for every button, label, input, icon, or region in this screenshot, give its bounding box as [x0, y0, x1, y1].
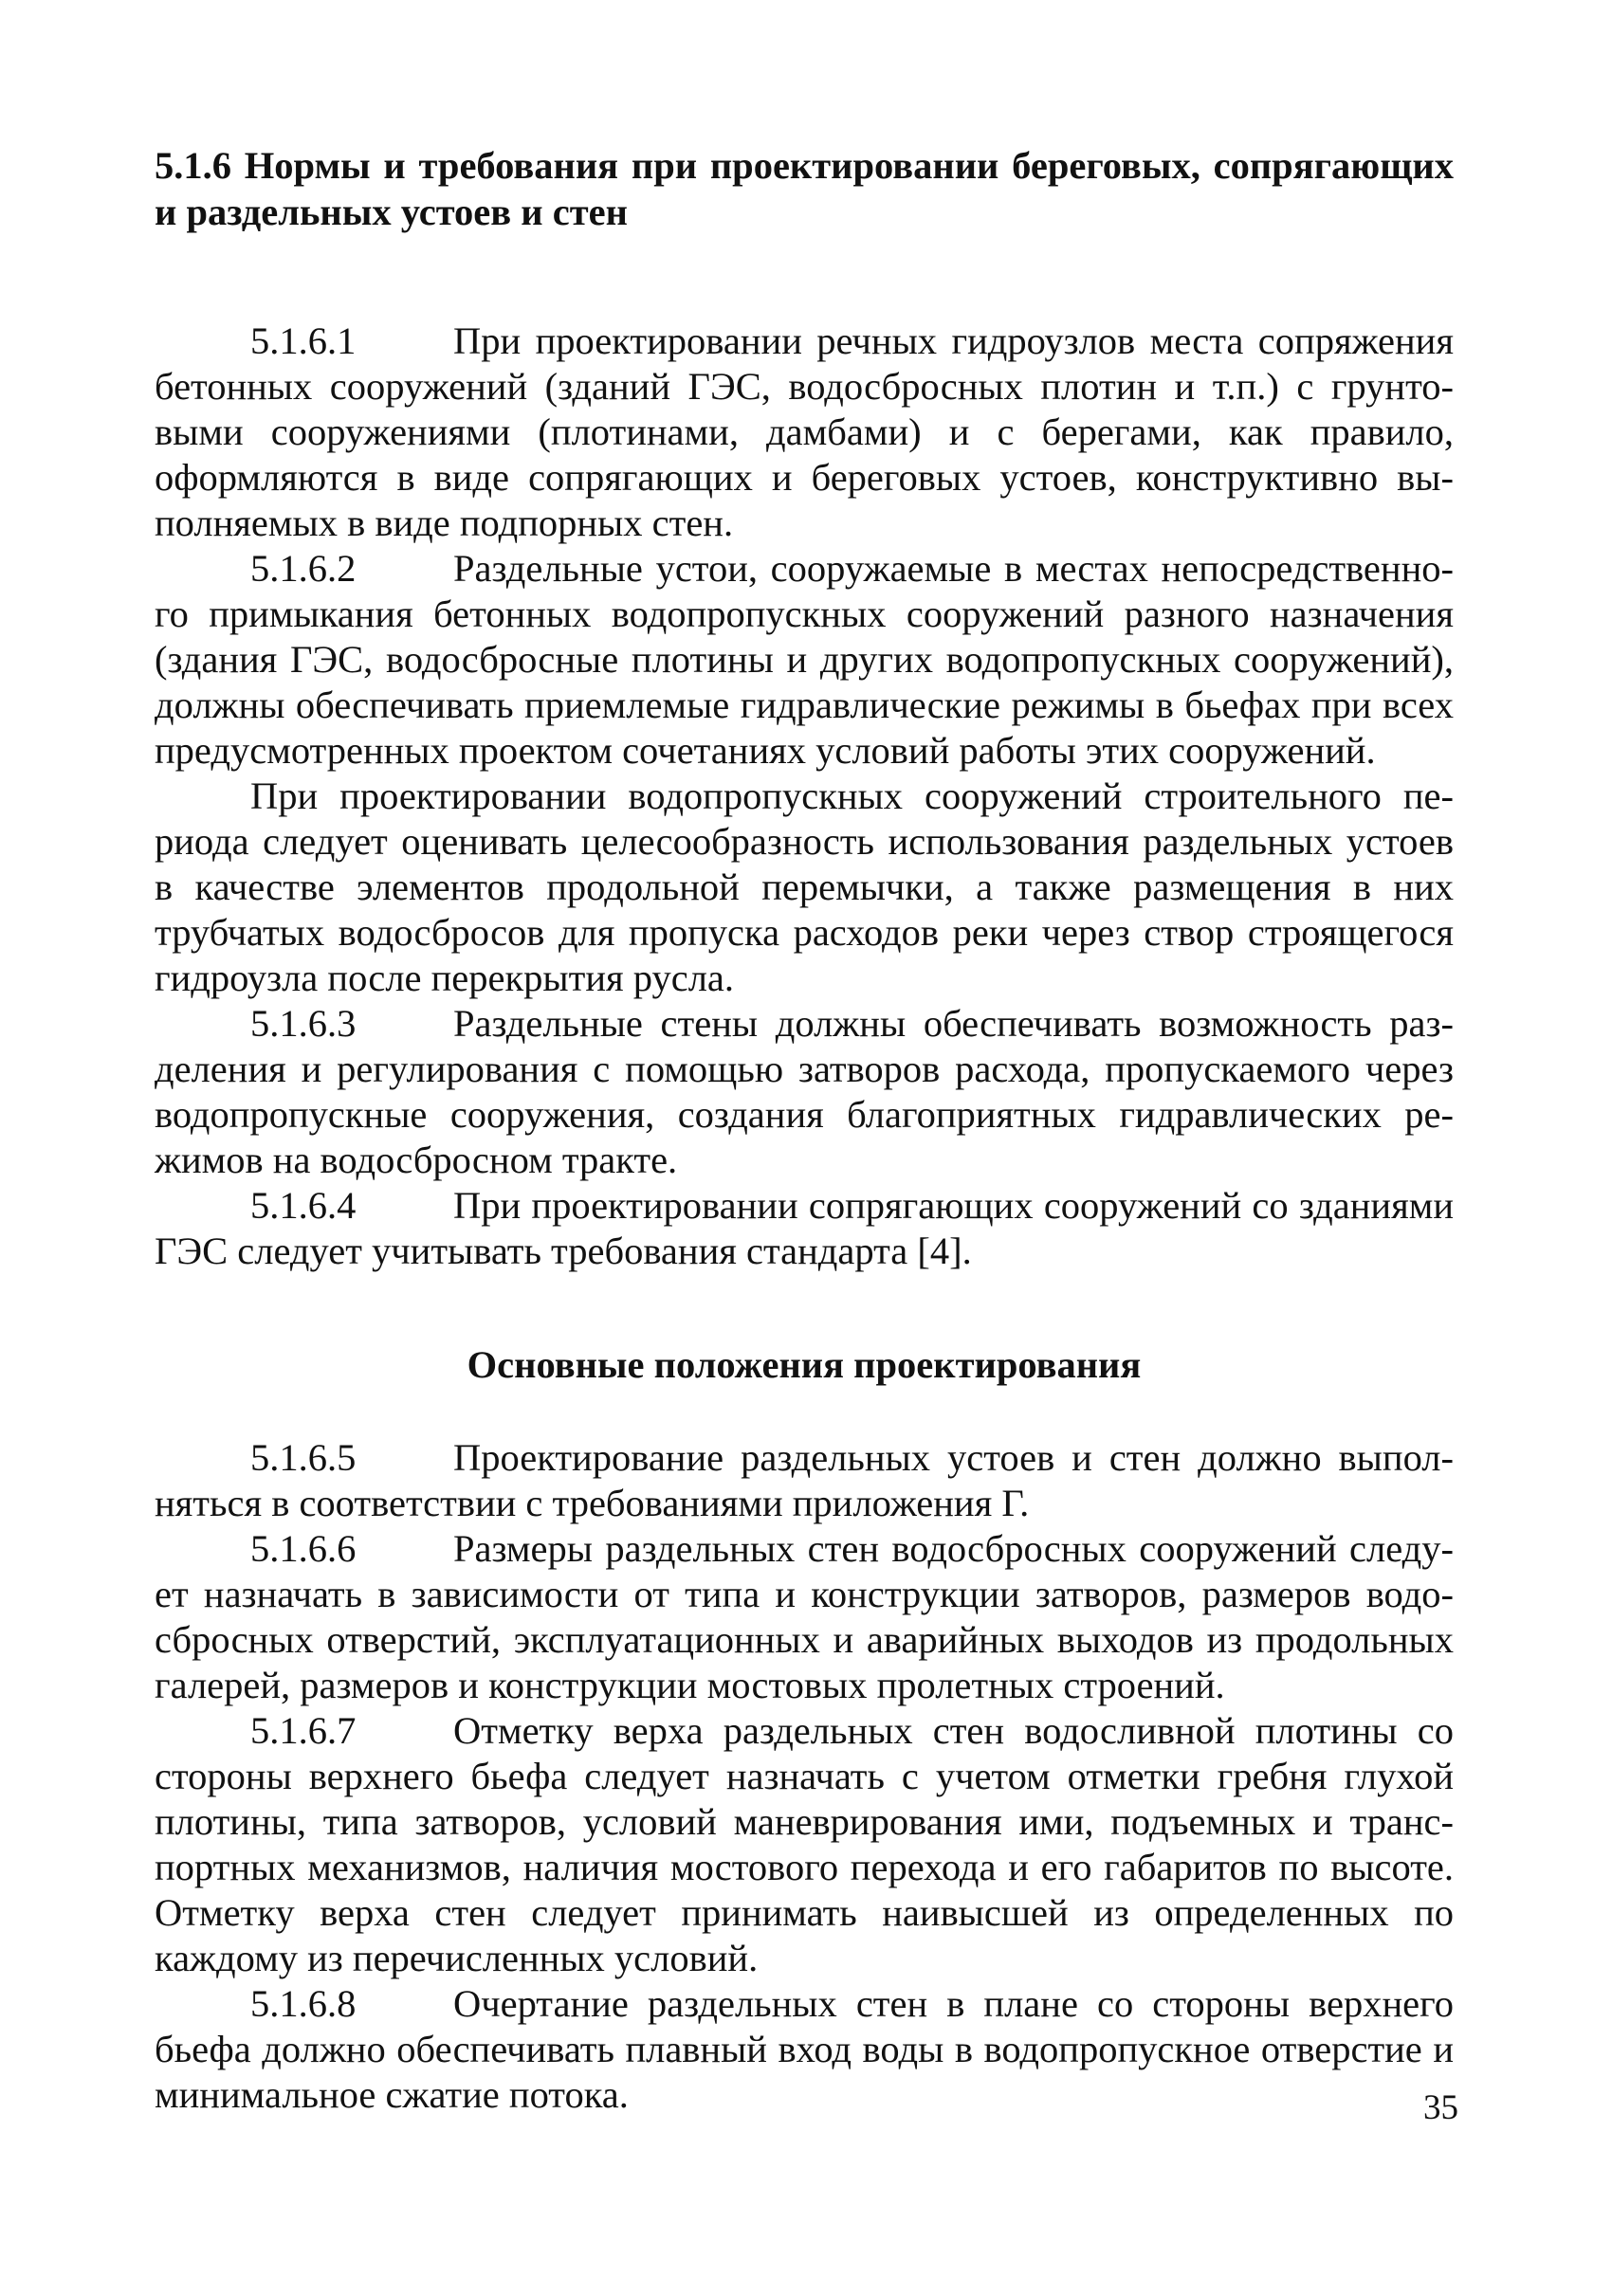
clause-number: 5.1.6.1 [250, 319, 357, 362]
clause-number: 5.1.6.4 [250, 1184, 357, 1227]
clause-5-1-6-4 [155, 1183, 1454, 1274]
clauses-block-2 [155, 1435, 1454, 2118]
subheading-design-principles: Основные положения проектирования [467, 1343, 1142, 1386]
clause-text: При проектировании водопропускных сооружений строительного периода следует оценивать целесообразность использования раздельных устоев в качестве элементов продольной перемычки, а также размещения в них трубчатых водосбросов для пропуска расходов реки через створ строящегося гидроузла после перекрытия русла. [155, 774, 1454, 999]
clauses-block-1 [155, 319, 1454, 1274]
clause-text: Размеры раздельных стен водосбросных сооружений следует назначать в зависимости от типа и конструкции затворов, размеров водосбросных отверстий, эксплуатационных и аварийных выходов из продольных галерей, размеров и конструкции мостовых пролетных строений. [155, 1527, 1454, 1706]
clause-5-1-6-3 [155, 1001, 1454, 1183]
section-title: 5.1.6 Нормы и требования при проектировании береговых, сопрягающих и раздельных устоев и стен [155, 144, 1454, 233]
clause-text: Отметку верха раздельных стен водосливной плотины со стороны верхнего бьефа следует назначать с учетом отметки гребня глухой плотины, типа затворов, условий маневрирования ими, подъемных и транспортных механизмов, наличия мостового перехода и его габаритов по высоте. Отметку верха стен следует принимать наивысшей из определенных по каждому из перечисленных условий. [155, 1709, 1454, 1979]
clause-text: Раздельные устои, сооружаемые в местах непосредственного примыкания бетонных водопропускных сооружений разного назначения (здания ГЭС, водосбросные плотины и других водопропускных сооружений), должны обеспечивать приемлемые гидравлические режимы в бьефах при всех предусмотренных проектом сочетаниях условий работы этих сооружений. [155, 547, 1454, 772]
clause-number: 5.1.6.5 [250, 1436, 357, 1479]
clause-5-1-6-2 [155, 546, 1454, 774]
clause-text: Раздельные стены должны обеспечивать возможность разделения и регулирования с помощью затворов расхода, пропускаемого через водопропускные сооружения, создания благоприятных гидравлических режимов на водосбросном тракте. [155, 1002, 1454, 1181]
page-number: 35 [1423, 2088, 1458, 2127]
clause-5-1-6-6 [155, 1526, 1454, 1708]
clause-number: 5.1.6.3 [250, 1002, 357, 1045]
clause-text: Проектирование раздельных устоев и стен должно выполняться в соответствии с требованиями приложения Г. [155, 1436, 1454, 1524]
clause-5-1-6-8 [155, 1981, 1454, 2118]
clause-number: 5.1.6.6 [250, 1527, 357, 1570]
clause-number: 5.1.6.8 [250, 1982, 357, 2025]
clause-5-1-6-1 [155, 319, 1454, 546]
clause-5-1-6-5 [155, 1435, 1454, 1526]
clause-5-1-6-7 [155, 1708, 1454, 1981]
paragraph-construction-period [155, 774, 1454, 1001]
clause-text: Очертание раздельных стен в плане со стороны верхнего бьефа должно обеспечивать плавный вход воды в водопропускное отверстие и минимальное сжатие потока. [155, 1982, 1454, 2116]
clause-text: При проектировании сопрягающих сооружений со зданиями ГЭС следует учитывать требования стандарта [4]. [155, 1184, 1454, 1272]
clause-number: 5.1.6.2 [250, 547, 357, 590]
clause-number: 5.1.6.7 [250, 1709, 357, 1752]
clause-text: При проектировании речных гидроузлов места сопряжения бетонных сооружений (зданий ГЭС, водосбросных плотин и т.п.) с грунтовыми сооружениями (плотинами, дамбами) и с берегами, как правило, оформляются в виде сопрягающих и береговых устоев, конструктивно выполняемых в виде подпорных стен. [155, 319, 1454, 544]
